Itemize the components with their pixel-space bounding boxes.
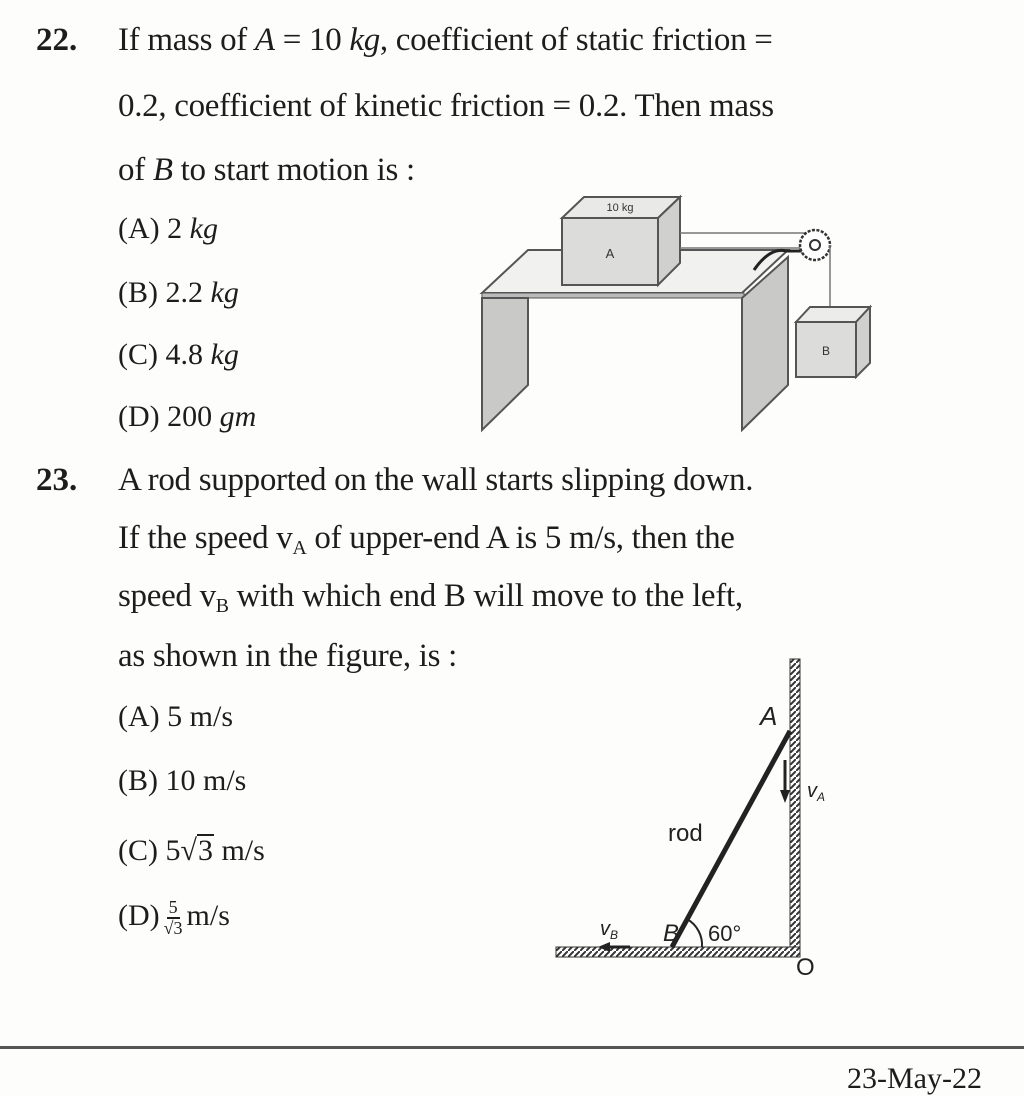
q22-unit: kg	[349, 22, 380, 58]
question-23-number: 23.	[36, 462, 78, 498]
point-a-label: A	[760, 701, 778, 731]
option-value: 2	[167, 212, 183, 245]
option-label: (B)	[118, 764, 158, 797]
option-unit: kg	[210, 338, 239, 371]
q22-option-c[interactable]	[118, 338, 239, 372]
q23-option-d[interactable]	[118, 898, 230, 938]
vb-symbol: v	[600, 918, 610, 940]
va-label	[807, 780, 825, 804]
q23-text: speed v	[118, 578, 216, 614]
point-b-label: B	[663, 920, 680, 947]
option-fraction	[164, 898, 183, 938]
footer-rule	[0, 1046, 1024, 1049]
table-leg-left	[482, 298, 528, 430]
q22-text: of	[118, 152, 153, 188]
option-unit: kg	[189, 212, 218, 245]
q22-text-line-3	[118, 152, 415, 189]
fraction-numerator: 5	[168, 897, 178, 917]
fraction-radicand: 3	[173, 917, 183, 938]
angle-arc	[687, 919, 702, 947]
q22-figure-table-pulley	[470, 185, 890, 440]
vb-label	[600, 918, 618, 942]
option-value: 10 m/s	[165, 764, 247, 797]
q23-subscript: B	[215, 594, 229, 617]
q22-option-d[interactable]	[118, 400, 256, 434]
option-label: (A)	[118, 700, 160, 733]
wall	[790, 659, 800, 949]
q23-option-a[interactable]	[118, 700, 233, 734]
question-22-number: 22.	[36, 22, 78, 58]
option-label: (B)	[118, 276, 158, 309]
option-value: 5 m/s	[167, 700, 234, 733]
block-b-label: B	[821, 344, 831, 358]
q22-text-line-1	[118, 22, 773, 59]
option-coefficient: 5	[165, 834, 181, 867]
q22-text: , coefficient of static friction =	[379, 22, 773, 58]
floor	[556, 947, 800, 957]
q22-text-line-2: 0.2, coefficient of kinetic friction = 0.2. Then mass	[118, 88, 774, 124]
q22-var-a: A	[254, 22, 275, 58]
q23-text: If the speed v	[118, 520, 293, 556]
q23-option-c[interactable]: (C) 5√3 m/s	[118, 834, 265, 867]
q23-text-line-3	[118, 578, 743, 618]
q23-figure-rod-wall	[550, 645, 850, 980]
q22-text: = 10	[274, 22, 350, 58]
fraction-denominator: √3	[163, 917, 183, 938]
footer-date: 23-May-22	[847, 1062, 982, 1095]
option-label: (D)	[118, 898, 160, 932]
q22-text: to start motion is :	[172, 152, 415, 188]
q22-option-a[interactable]	[118, 212, 218, 246]
q23-option-b[interactable]	[118, 764, 246, 798]
q23-text-line-2	[118, 520, 735, 560]
option-unit: m/s	[221, 834, 265, 867]
option-unit: kg	[210, 276, 239, 309]
va-symbol: v	[807, 780, 817, 802]
angle-label: 60°	[708, 921, 742, 946]
q23-text: with which end B will move to the left,	[228, 578, 743, 614]
q23-text-line-4: as shown in the figure, is :	[118, 638, 457, 674]
option-value: 200	[167, 400, 213, 433]
q22-var-b: B	[152, 152, 173, 188]
option-value: 2.2	[165, 276, 203, 309]
rod-label: rod	[668, 820, 703, 847]
vb-subscript: B	[610, 928, 619, 942]
block-a-mass-label: 10 kg	[606, 202, 634, 214]
va-arrowhead-icon	[780, 790, 790, 803]
option-radicand: 3	[197, 834, 213, 867]
q23-text: of upper-end A is 5 m/s, then the	[306, 520, 735, 556]
va-subscript: A	[817, 790, 826, 804]
q22-text: If mass of	[118, 22, 255, 58]
point-o-label: O	[796, 954, 815, 980]
q23-subscript: A	[292, 536, 307, 559]
option-unit: gm	[219, 400, 257, 433]
option-label: (C)	[118, 338, 158, 371]
pulley-axle	[810, 240, 820, 250]
option-label: (A)	[118, 212, 160, 245]
q22-option-b[interactable]	[118, 276, 239, 310]
option-label: (C)	[118, 834, 158, 867]
option-label: (D)	[118, 400, 160, 433]
option-value: 4.8	[165, 338, 203, 371]
q23-text-line-1: A rod supported on the wall starts slipping down.	[118, 462, 754, 498]
block-a-label: A	[605, 246, 615, 261]
option-unit: m/s	[186, 898, 230, 932]
